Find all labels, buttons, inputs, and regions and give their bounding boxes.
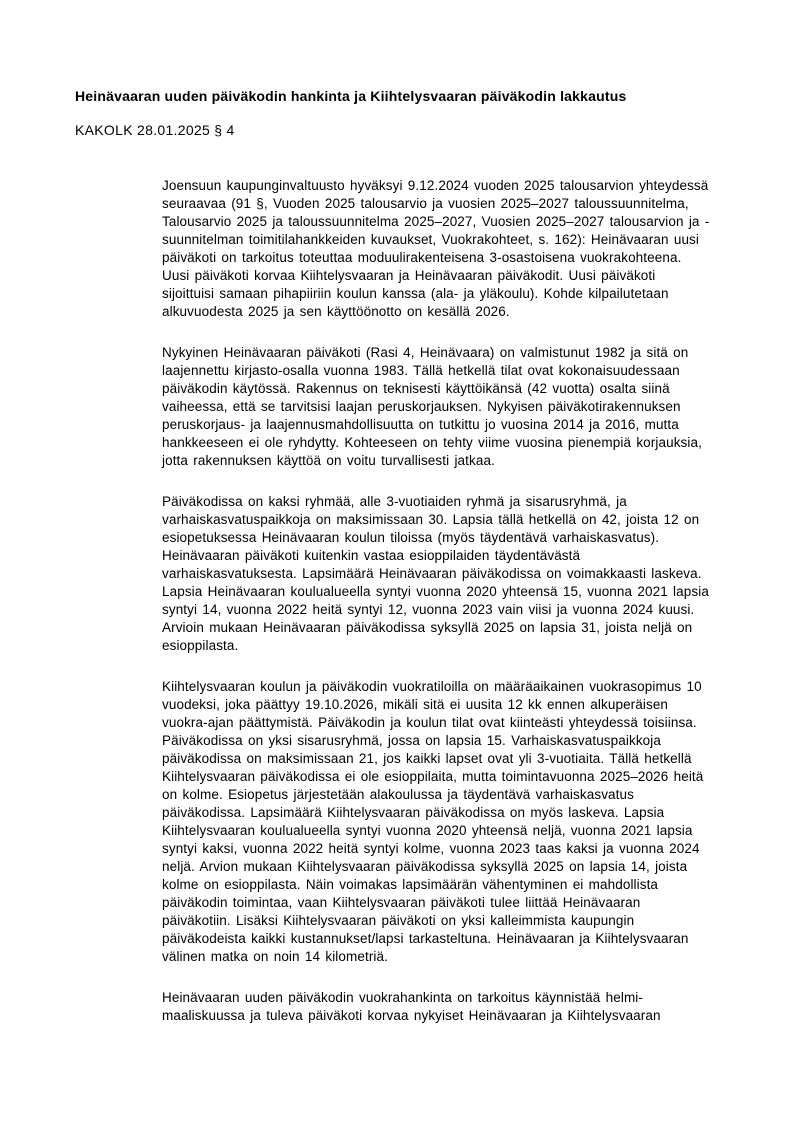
text-line: Kiihtelysvaaran päiväkodissa ei ole esioppilaita, mutta toimintavuonna 2025–2026 heitä [162,769,704,784]
text-line: Kiihtelysvaaran koulualueella syntyi vuonna 2020 yhteensä neljä, vuonna 2021 lapsia [162,823,693,838]
paragraph [162,177,742,321]
text-line: vuodeksi, joka päättyy 19.10.2026, mikäli sitä ei uusita 12 kk ennen alkuperäisen [162,697,669,712]
text-line: sijoittuisi samaan pihapiiriin koulun kanssa (ala- ja yläkoulu). Kohde kilpailutetaan [162,286,669,301]
text-line: esiopetuksessa Heinävaaran koulun tiloissa (myös täydentävä varhaiskasvatus). [162,530,660,545]
document-reference: KAKOLK 28.01.2025 § 4 [75,122,235,138]
text-line: syntyi 14, vuonna 2022 heitä syntyi 12, vuonna 2023 vain viisi ja vuonna 2024 kuusi. [162,602,695,617]
text-line: varhaiskasvatuspaikkoja on maksimissaan 30. Lapsia tällä hetkellä on 42, joista 12 on [162,512,700,527]
text-line: päiväkotiin. Lisäksi Kiihtelysvaaran päiväkoti on yksi kalleimmista kaupungin [162,913,635,928]
document-title: Heinävaaran uuden päiväkodin hankinta ja Kiihtelysvaaran päiväkodin lakkautus [75,88,627,104]
text-line: laajennettu kirjasto-osalla vuonna 1983. Tällä hetkellä tilat ovat kokonaisuudessaan [162,363,680,378]
text-line: esioppilasta. [162,638,239,653]
text-line: suunnitelman toimitilahankkeiden kuvaukset, Vuokrakohteet, s. 162): Heinävaaran uusi [162,232,699,247]
text-line: syntyi kaksi, vuonna 2022 heitä syntyi kolme, vuonna 2023 taas kaksi ja vuonna 2024 [162,841,700,856]
text-line: Kiihtelysvaaran koulun ja päiväkodin vuokratiloilla on määräaikainen vuokrasopimus 10 [162,679,702,694]
text-line: neljä. Arvion mukaan Kiihtelysvaaran päiväkodissa syksyllä 2025 on lapsia 14, joista [162,859,688,874]
text-line: päiväkodissa. Lapsimäärä Kiihtelysvaaran päiväkodissa on myös laskeva. Lapsia [162,805,665,820]
paragraph [162,344,742,470]
text-line: päiväkoti on tarkoitus toteuttaa moduulirakenteisena 3-osastoisena vuokrakohteena. [162,250,682,265]
text-line: Päiväkodissa on yksi sisarusryhmä, jossa on lapsia 15. Varhaiskasvatuspaikkoja [162,733,661,748]
text-line: seuraavaa (91 §, Vuoden 2025 talousarvio ja vuosien 2025–2027 taloussuunnitelma, [162,196,689,211]
text-line: hankkeeseen ei ole ryhdytty. Kohteeseen on tehty viime vuosina pienempiä korjauksia, [162,435,702,450]
paragraph [162,989,742,1025]
text-line: Päiväkodissa on kaksi ryhmää, alle 3-vuotiaiden ryhmä ja sisarusryhmä, ja [162,494,627,509]
text-line: jotta rakennuksen käyttöä on voitu turvallisesti jatkaa. [162,453,495,468]
text-line: päiväkodissa on maksimissaan 21, jos kaikki lapset ovat yli 3-vuotiaita. Tällä hetkellä [162,751,692,766]
paragraph [162,493,742,655]
text-line: Lapsia Heinävaaran koulualueella syntyi vuonna 2020 yhteensä 15, vuonna 2021 lapsia [162,584,709,599]
text-line: vuokra-ajan päättymistä. Päiväkodin ja koulun tilat ovat kiinteästi yhteydessä toisiinsa. [162,715,697,730]
text-line: päiväkodeista kaikki kustannukset/lapsi tarkasteltuna. Heinävaaran ja Kiihtelysvaaran [162,931,689,946]
text-line: päiväkodin käytössä. Rakennus on teknisesti käyttöikänsä (42 vuotta) osalta siinä [162,381,670,396]
text-line: alkuvuodesta 2025 ja sen käyttöönotto on kesällä 2026. [162,304,510,319]
text-line: Heinävaaran uuden päiväkodin vuokrahankinta on tarkoitus käynnistää helmi- [162,990,643,1005]
text-line: Nykyinen Heinävaaran päiväkoti (Rasi 4, Heinävaara) on valmistunut 1982 ja sitä on [162,345,689,360]
text-line: Joensuun kaupunginvaltuusto hyväksyi 9.12.2024 vuoden 2025 talousarvion yhteydessä [162,178,709,193]
text-line: Heinävaaran päiväkoti kuitenkin vastaa esioppilaiden täydentävästä [162,548,581,563]
text-line: Uusi päiväkoti korvaa Kiihtelysvaaran ja Heinävaaran päiväkodit. Uusi päiväkoti [162,268,656,283]
document-body [162,177,742,1048]
text-line: vaiheessa, että se tarvitsisi laajan peruskorjauksen. Nykyisen päiväkotirakennuksen [162,399,681,414]
text-line: Arvioin mukaan Heinävaaran päiväkodissa syksyllä 2025 on lapsia 31, joista neljä on [162,620,693,635]
paragraph [162,678,742,966]
text-line: Talousarvio 2025 ja taloussuunnitelma 2025–2027, Vuosien 2025–2027 talousarvion ja - [162,214,710,229]
text-line: välinen matka on noin 14 kilometriä. [162,949,388,964]
text-line: kolme on esioppilasta. Näin voimakas lapsimäärän vähentyminen ei mahdollista [162,877,659,892]
text-line: varhaiskasvatuksesta. Lapsimäärä Heinävaaran päiväkodissa on voimakkaasti laskeva. [162,566,702,581]
text-line: on kolme. Esiopetus järjestetään alakoulussa ja täydentävä varhaiskasvatus [162,787,634,802]
text-line: peruskorjaus- ja laajennusmahdollisuutta on tutkittu jo vuosina 2014 ja 2016, mutta [162,417,679,432]
text-line: maaliskuussa ja tuleva päiväkoti korvaa nykyiset Heinävaaran ja Kiihtelysvaaran [162,1008,661,1023]
text-line: päiväkodin toimintaa, vaan Kiihtelysvaaran päiväkoti tulee liittää Heinävaaran [162,895,641,910]
